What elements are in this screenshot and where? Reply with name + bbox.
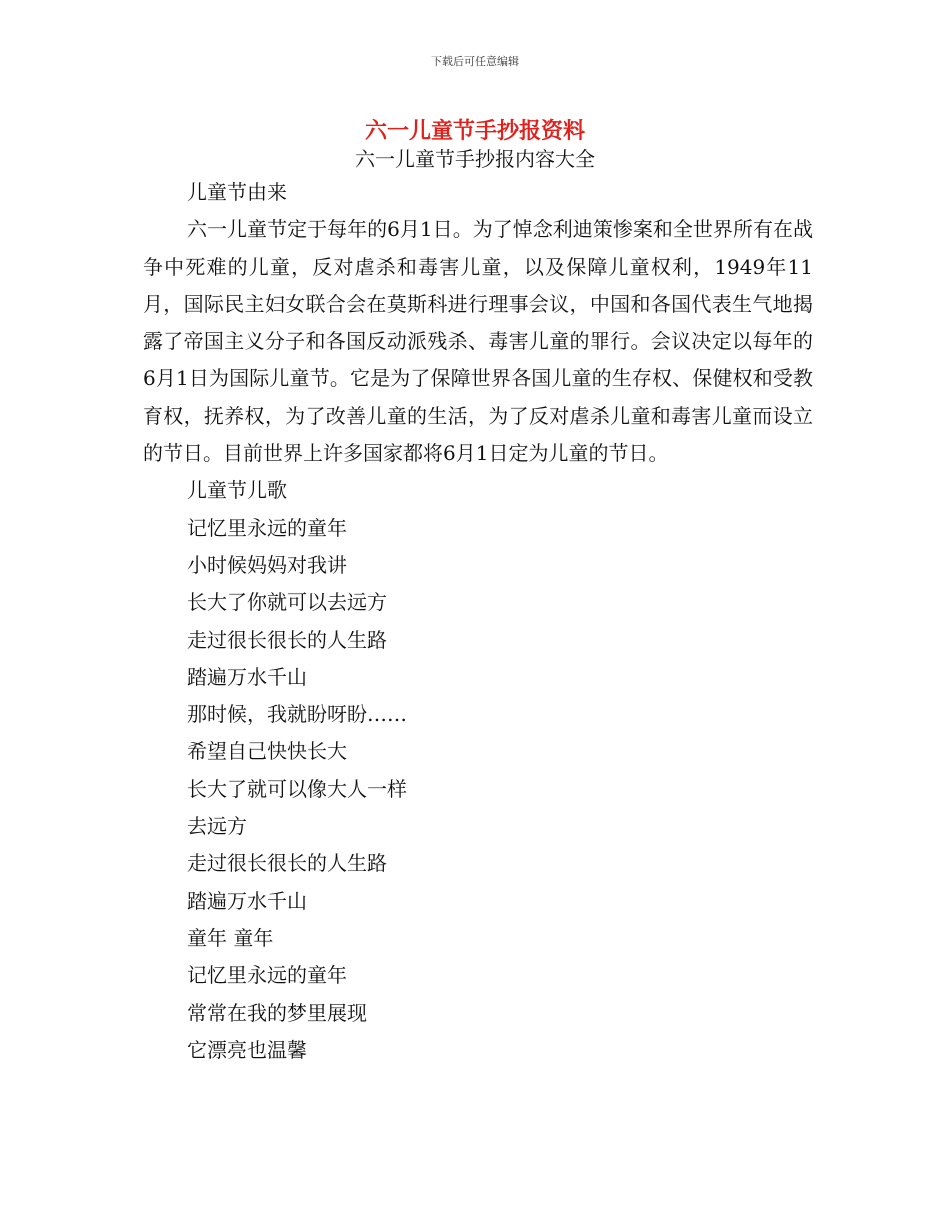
song-line: 踏遍万水千山: [187, 664, 307, 689]
section-heading-origin: 儿童节由来: [187, 180, 287, 204]
song-line: 长大了你就可以去远方: [187, 590, 387, 615]
song-line: 踏遍万水千山: [187, 888, 307, 913]
song-line: 小时候妈妈对我讲: [187, 552, 347, 577]
song-line: 那时候，我就盼呀盼……: [187, 702, 407, 727]
song-line: 记忆里永远的童年: [187, 515, 347, 540]
page-title: 六一儿童节手抄报资料: [364, 118, 585, 144]
song-line: 记忆里永远的童年: [187, 963, 347, 988]
song-line: 希望自己快快长大: [187, 739, 347, 764]
page-subtitle: 六一儿童节手抄报内容大全: [355, 147, 595, 171]
song-line: 走过很长很长的人生路: [187, 627, 387, 652]
section-heading-song: 儿童节儿歌: [187, 478, 287, 503]
document-body: [143, 174, 813, 1069]
origin-paragraph: 六一儿童节定于每年的6月1日。为了悼念利迪策惨案和全世界所有在战争中死难的儿童，反对虐杀和毒害儿童，以及保障儿童权利，1949年11月，国际民主妇女联合会在莫斯科进行理事会议，中国和各国代表生气地揭露了帝国主义分子和各国反动派残杀、毒害儿童的罪行。会议决定以每年的6月1日为国际儿童节。它是为了保障世界各国儿童的生存权、保健权和受教育权，抚养权，为了改善儿童的生活，为了反对虐杀儿童和毒害儿童而设立的节日。目前世界上许多国家都将6月1日定为儿童的节日。: [143, 217, 813, 466]
song-line: 它漂亮也温馨: [187, 1037, 307, 1062]
song-line: 去远方: [187, 814, 247, 839]
song-line: 长大了就可以像大人一样: [187, 776, 407, 801]
song-line: 童年 童年: [187, 925, 274, 950]
song-line: 常常在我的梦里展现: [187, 1000, 367, 1025]
header-note: 下载后可任意编辑: [431, 55, 519, 68]
song-line: 走过很长很长的人生路: [187, 851, 387, 876]
